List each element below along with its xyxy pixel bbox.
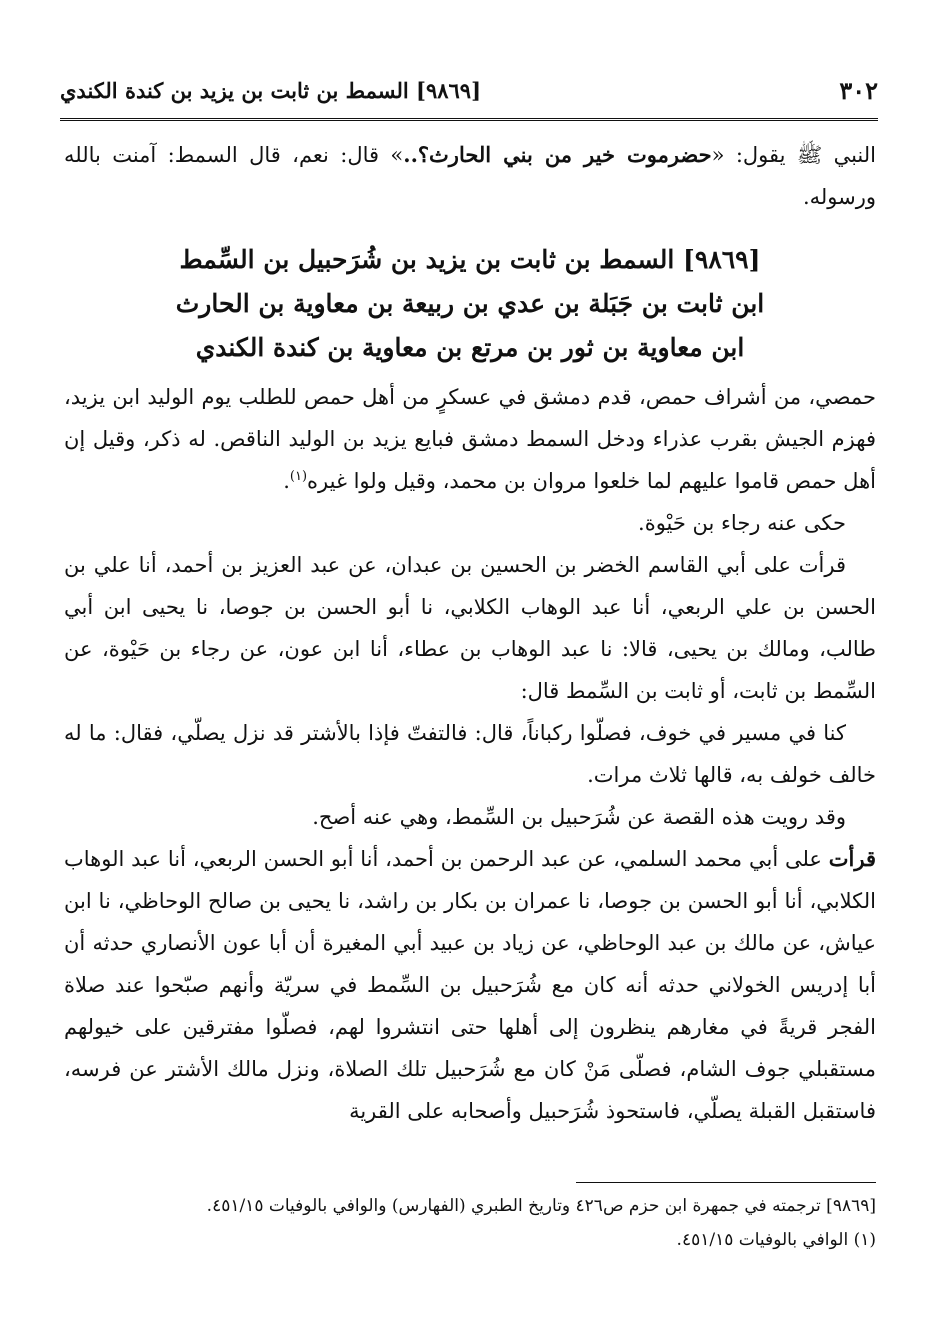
intro-quote: حضرموت خير من بني الحارث؟..	[403, 142, 712, 167]
main-text	[64, 134, 876, 1132]
entry-title-line-3: ابن معاوية بن ثور بن مرتع بن معاوية بن كندة الكندي	[195, 333, 745, 362]
entry-title-line-2: ابن ثابت بن جَبَلة بن عدي بن ربيعة بن معاوية بن الحارث	[175, 289, 765, 318]
footnote-1: (١) الوافي بالوفيات ٤٥١/١٥.	[676, 1230, 876, 1250]
paragraph-1-text: حمصي، من أشراف حمص، قدم دمشق في عسكرٍ من أهل حمص للطلب يوم الوليد ابن يزيد، فهزم الجيش بقرب عذراء ودخل السمط دمشق فبايع يزيد بن الوليد الناقص. له ذكر، وقيل إن أهل حمص قاموا عليهم لما خلعوا مروان بن محمد، وقيل ولوا غيره	[64, 385, 876, 493]
paragraph-3: قرأت على أبي القاسم الخضر بن الحسين بن عبدان، عن عبد العزيز بن أحمد، أنا علي بن الحسن بن علي الربعي، أنا عبد الوهاب الكلابي، نا أبو الحسن بن جوصا، نا يحيى ابن أبي طالب، ومالك بن يحيى، قالا: نا عبد الوهاب بن عطاء، أنا ابن عون، عن رجاء بن حَيْوة، عن السِّمط بن ثابت، أو ثابت بن السِّمط قال:	[64, 553, 876, 703]
page-header	[60, 62, 878, 121]
paragraph-1-end: .	[283, 469, 290, 493]
paragraph-5: وقد رويت هذه القصة عن شُرَحبيل بن السِّمط، وهي عنه أصح.	[312, 805, 846, 829]
paragraph-4: كنا في مسير في خوف، فصلّوا ركباناً، قال: فالتفتّ فإذا بالأشتر قد نزل يصلّي، فقال: ما له خالف خولف به، قالها ثلاث مرات.	[64, 721, 876, 787]
page-number: ٣٠٢	[839, 75, 878, 105]
footnote-entry: [٩٨٦٩] ترجمته في جمهرة ابن حزم ص٤٢٦ وتاريخ الطبري (الفهارس) والوافي بالوفيات ٤٥١/١٥.	[206, 1196, 876, 1216]
entry-title-line-1: [٩٨٦٩] السمط بن ثابت بن يزيد بن شُرَحبيل بن السِّمط	[179, 245, 761, 274]
paragraph-6-text: على أبي محمد السلمي، عن عبد الرحمن بن أحمد، أنا أبو الحسن الربعي، أنا عبد الوهاب الكلابي، أنا أبو الحسن بن جوصا، نا عمران بن بكار بن راشد، نا يحيى بن صالح الوحاظي، نا ابن عياش، عن مالك بن عبد الوحاظي، عن زياد بن عبيد أبي المغيرة أن أبا عون الأنصاري حدثه أن أبا إدريس الخولاني حدثه أنه كان مع شُرَحبيل بن السِّمط في سريّة وأنهم صبّحوا عند صلاة الفجر قريةً في مغارهم ينظرون إلى أهلها حتى انتشروا لهم، فصلّوا مفترقين على خيولهم مستقبلي جوف الشام، فصلّى مَنْ كان مع شُرَحبيل تلك الصلاة، ونزل مالك الأشتر عن فرسه، فاستقبل القبلة يصلّي، فاستحوذ شُرَحبيل وأصحابه على القرية	[64, 847, 876, 1123]
paragraph-2: حكى عنه رجاء بن حَيْوة.	[638, 511, 846, 535]
paragraph-6-lead: قرأت	[828, 846, 876, 871]
paragraph-1	[64, 376, 876, 502]
entry-title	[64, 238, 876, 370]
paragraph-6	[64, 838, 876, 1132]
intro-prefix: النبي ﷺ يقول: «	[711, 143, 877, 167]
footnote-rule	[576, 1182, 876, 1183]
intro-suffix: » قال: نعم، قال السمط: آمنت بالله ورسوله.	[64, 143, 876, 209]
footnotes	[70, 1182, 876, 1257]
footnote-ref-1: (١)	[289, 469, 308, 484]
intro-paragraph	[64, 134, 876, 218]
running-title: [٩٨٦٩] السمط بن ثابت بن يزيد بن كندة الكندي	[60, 77, 482, 103]
